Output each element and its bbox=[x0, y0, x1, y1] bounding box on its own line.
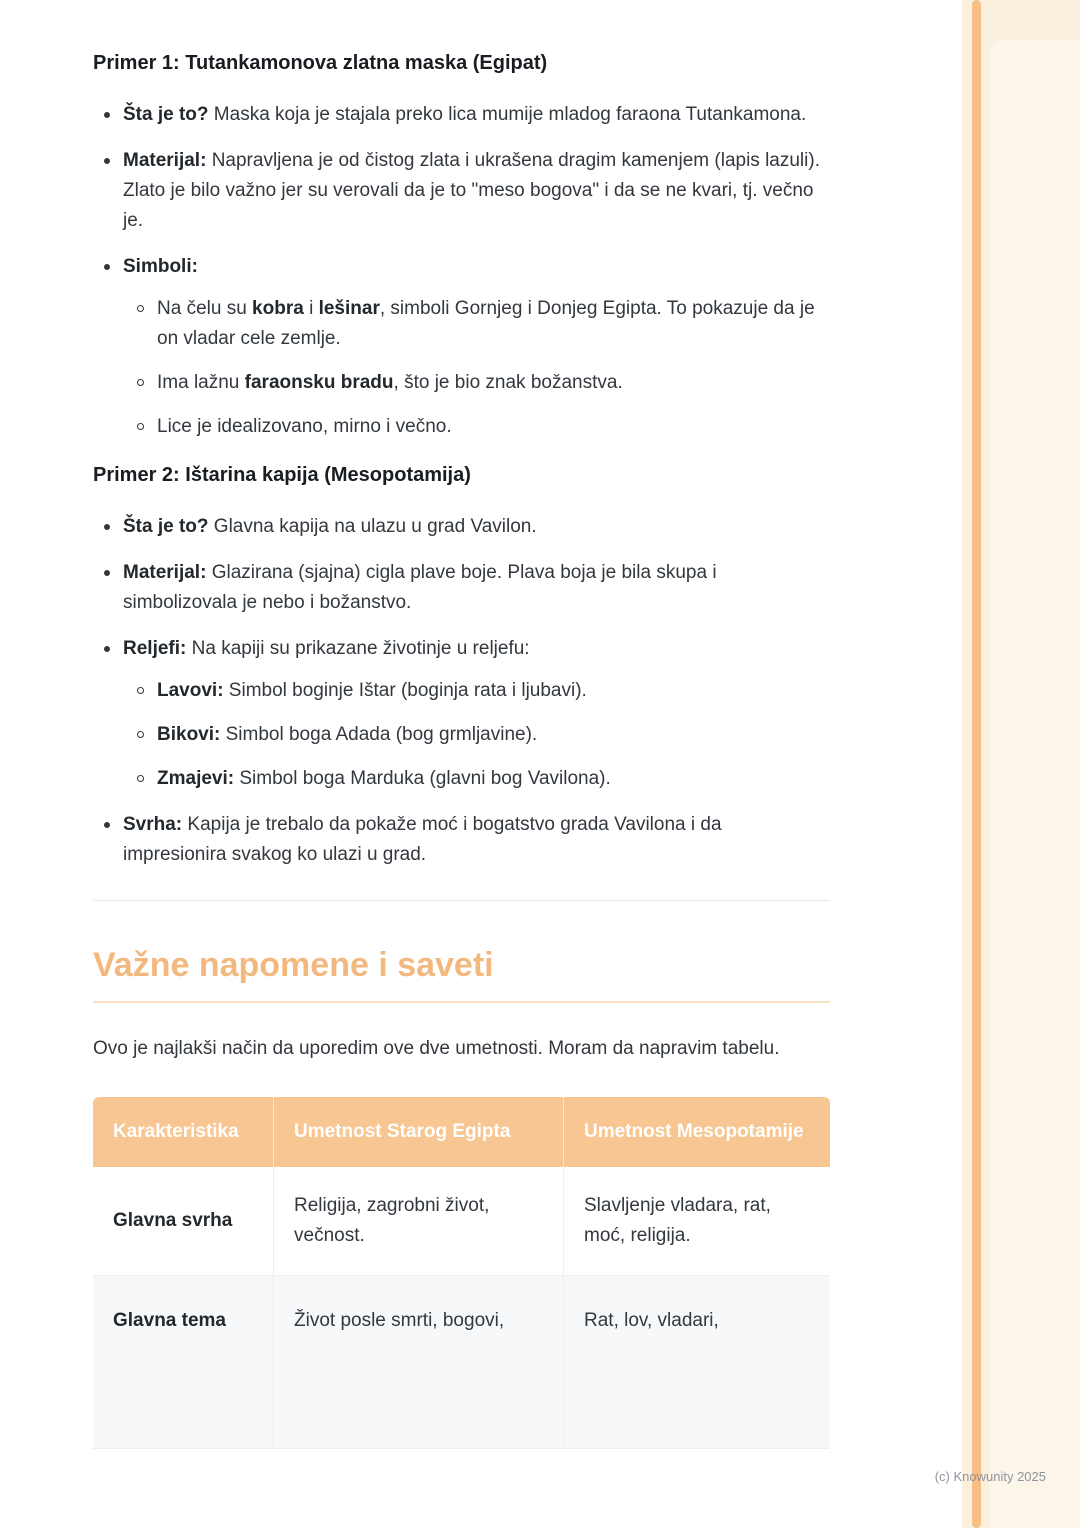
table-header-cell: Umetnost Mesopotamije bbox=[563, 1097, 830, 1167]
bullet-lead: Lavovi: bbox=[157, 680, 224, 701]
table-cell: Religija, zagrobni život, večnost. bbox=[273, 1167, 563, 1276]
sub-bullet-list-reljefi bbox=[123, 676, 830, 794]
page-edge-panel bbox=[989, 40, 1080, 1528]
sub-bullet-item bbox=[157, 676, 830, 706]
heading-primer1: Primer 1: Tutankamonova zlatna maska (Egipat) bbox=[93, 52, 548, 74]
bullet-text: Na čelu su bbox=[157, 298, 253, 319]
bullet-text: Glavna kapija na ulazu u grad Vavilon. bbox=[208, 516, 537, 537]
sub-bullet-list-simboli bbox=[123, 294, 830, 442]
bullet-item bbox=[123, 146, 830, 236]
table-cell: Život posle smrti, bogovi, bbox=[273, 1276, 563, 1449]
bullet-text: Lice je idealizovano, mirno i večno. bbox=[157, 416, 452, 437]
bullet-item bbox=[123, 558, 830, 618]
bullet-text: Na kapiji su prikazane životinje u reljefu: bbox=[186, 638, 530, 659]
bullet-lead: Šta je to? bbox=[123, 516, 209, 537]
bullet-text: Maska koja je stajala preko lica mumije mladog faraona Tutankamona. bbox=[208, 104, 807, 125]
sub-bullet-item bbox=[157, 412, 830, 442]
bullet-text: Simbol boga Marduka (glavni bog Vavilona). bbox=[234, 768, 611, 789]
bullet-lead: Bikovi: bbox=[157, 724, 221, 745]
table-header bbox=[93, 1097, 830, 1167]
bullet-lead: Simboli: bbox=[123, 256, 198, 277]
bullet-text: Ima lažnu bbox=[157, 372, 245, 393]
bullet-lead: Reljefi: bbox=[123, 638, 187, 659]
section-divider bbox=[93, 900, 830, 901]
bullet-text: Kapija je trebalo da pokaže moć i bogatstvo grada Vavilona i da impresionira svakog ko ulazi u grad. bbox=[123, 814, 722, 865]
bullet-item bbox=[123, 100, 830, 130]
comparison-table bbox=[93, 1097, 830, 1449]
table-body bbox=[93, 1167, 830, 1449]
bullet-item bbox=[123, 512, 830, 542]
bullet-item bbox=[123, 252, 830, 442]
table-cell: Rat, lov, vladari, bbox=[563, 1276, 830, 1449]
sub-bullet-item bbox=[157, 764, 830, 794]
bullet-lead: Svrha: bbox=[123, 814, 183, 835]
bullet-text: Simbol boga Adada (bog grmljavine). bbox=[220, 724, 538, 745]
bullet-bold: lešinar bbox=[318, 298, 380, 319]
table-header-cell: Karakteristika bbox=[93, 1097, 273, 1167]
bullet-text: , simboli Gornjeg i Donjeg Egipta. To pokazuje da je on vladar cele zemlje. bbox=[157, 298, 815, 349]
notes-intro-paragraph: Ovo je najlakši način da uporedim ove dve umetnosti. Moram da napravim tabelu. bbox=[93, 1038, 780, 1059]
table-header-cell: Umetnost Starog Egipta bbox=[273, 1097, 563, 1167]
bullet-text: i bbox=[303, 298, 319, 319]
table-row bbox=[93, 1276, 830, 1449]
bullet-lead: Materijal: bbox=[123, 150, 207, 171]
bullet-item bbox=[123, 810, 830, 870]
heading-primer2: Primer 2: Ištarina kapija (Mesopotamija) bbox=[93, 464, 471, 486]
bullet-text: Simbol boginje Ištar (boginja rata i ljubavi). bbox=[223, 680, 587, 701]
sub-bullet-item bbox=[157, 368, 830, 398]
sub-bullet-item bbox=[157, 720, 830, 750]
sub-bullet-item bbox=[157, 294, 830, 354]
table-cell: Slavljenje vladara, rat, moć, religija. bbox=[563, 1167, 830, 1276]
accent-underline bbox=[93, 1001, 830, 1003]
page-edge-strip bbox=[962, 0, 1080, 1528]
bullet-text: , što je bio znak božanstva. bbox=[393, 372, 623, 393]
table-cell: Glavna tema bbox=[93, 1276, 273, 1449]
bullet-bold: kobra bbox=[252, 298, 304, 319]
page-edge-accent-bar bbox=[972, 0, 981, 1528]
bullet-list-primer1 bbox=[93, 100, 830, 442]
bullet-lead: Materijal: bbox=[123, 562, 207, 583]
bullet-item bbox=[123, 634, 830, 794]
bullet-lead: Šta je to? bbox=[123, 104, 209, 125]
bullet-text: Glazirana (sjajna) cigla plave boje. Plava boja je bila skupa i simbolizovala je nebo i božanstvo. bbox=[123, 562, 717, 613]
bullet-lead: Zmajevi: bbox=[157, 768, 235, 789]
note-content bbox=[93, 50, 830, 1449]
copyright-credit: (c) Knowunity 2025 bbox=[934, 1469, 1046, 1484]
table-header-row bbox=[93, 1097, 830, 1167]
bullet-bold: faraonsku bradu bbox=[244, 372, 394, 393]
table-cell: Glavna svrha bbox=[93, 1167, 273, 1276]
bullet-text: Napravljena je od čistog zlata i ukrašena dragim kamenjem (lapis lazuli). Zlato je bilo važno jer su verovali da je to "meso bogova" i da se ne kvari, tj. večno je. bbox=[123, 150, 820, 231]
bullet-list-primer2 bbox=[93, 512, 830, 870]
page-title-notes: Važne napomene i saveti bbox=[93, 946, 494, 984]
table-row bbox=[93, 1167, 830, 1276]
